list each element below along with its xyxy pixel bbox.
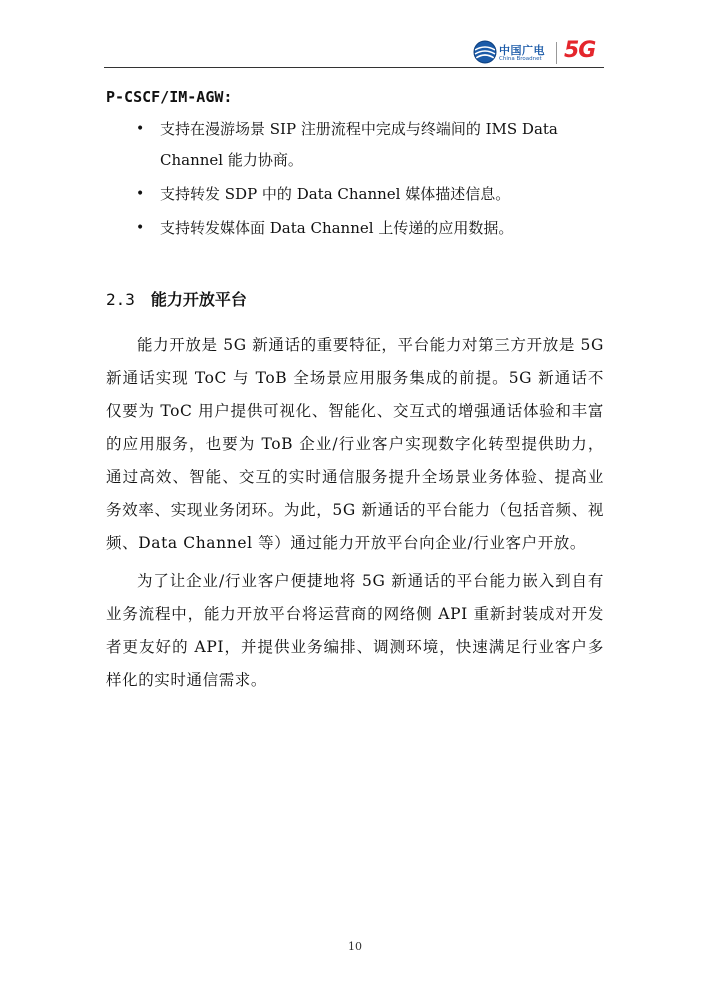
bullet-list	[106, 114, 606, 247]
broadnet-globe-icon	[473, 40, 497, 64]
bullet-icon: •	[136, 121, 145, 137]
5g-logo: 5G	[564, 38, 596, 63]
page-header	[0, 0, 710, 70]
list-item-text: 支持在漫游场景 SIP 注册流程中完成与终端间的 IMS Data Channel 能力协商。	[160, 120, 558, 169]
header-rule	[104, 67, 604, 68]
china-broadnet-logo	[473, 40, 551, 66]
bullet-icon: •	[136, 220, 145, 236]
brand-name-en: China Broadnet	[499, 56, 542, 62]
body-paragraph: 能力开放是 5G 新通话的重要特征，平台能力对第三方开放是 5G 新通话实现 ToC 与 ToB 全场景应用服务集成的前提。5G 新通话不仅要为 ToC 用户提供可视化、智能化、交互式的增强通话体验和丰富的应用服务，也要为 ToB 企业/行业客户实现数字化转型提供助力，通过高效、智能、交互的实时通信服务提升全场景业务体验、提高业务效率、实现业务闭环。为此，5G 新通话的平台能力（包括音频、视频、Data Channel 等）通过能力开放平台向企业/行业客户开放。	[106, 336, 604, 552]
brand-name-cn: 中国广电	[499, 44, 545, 57]
logo-divider	[556, 42, 557, 64]
list-item	[106, 179, 606, 210]
list-item	[106, 213, 606, 244]
list-item-text: 支持转发 SDP 中的 Data Channel 媒体描述信息。	[160, 185, 511, 203]
section-number: 2.3	[106, 290, 135, 309]
bullet-icon: •	[136, 186, 145, 202]
section-title: 能力开放平台	[150, 290, 247, 309]
section-heading	[106, 287, 247, 310]
list-item-text: 支持转发媒体面 Data Channel 上传递的应用数据。	[160, 219, 514, 237]
body-paragraph: 为了让企业/行业客户便捷地将 5G 新通话的平台能力嵌入到自有业务流程中，能力开放平台将运营商的网络侧 API 重新封装成对开发者更友好的 API，并提供业务编排、调测环境，快速满足行业客户多样化的实时通信需求。	[106, 572, 604, 689]
page-number: 10	[348, 940, 362, 953]
list-item	[106, 114, 606, 176]
block-title: P-CSCF/IM-AGW:	[106, 88, 233, 106]
